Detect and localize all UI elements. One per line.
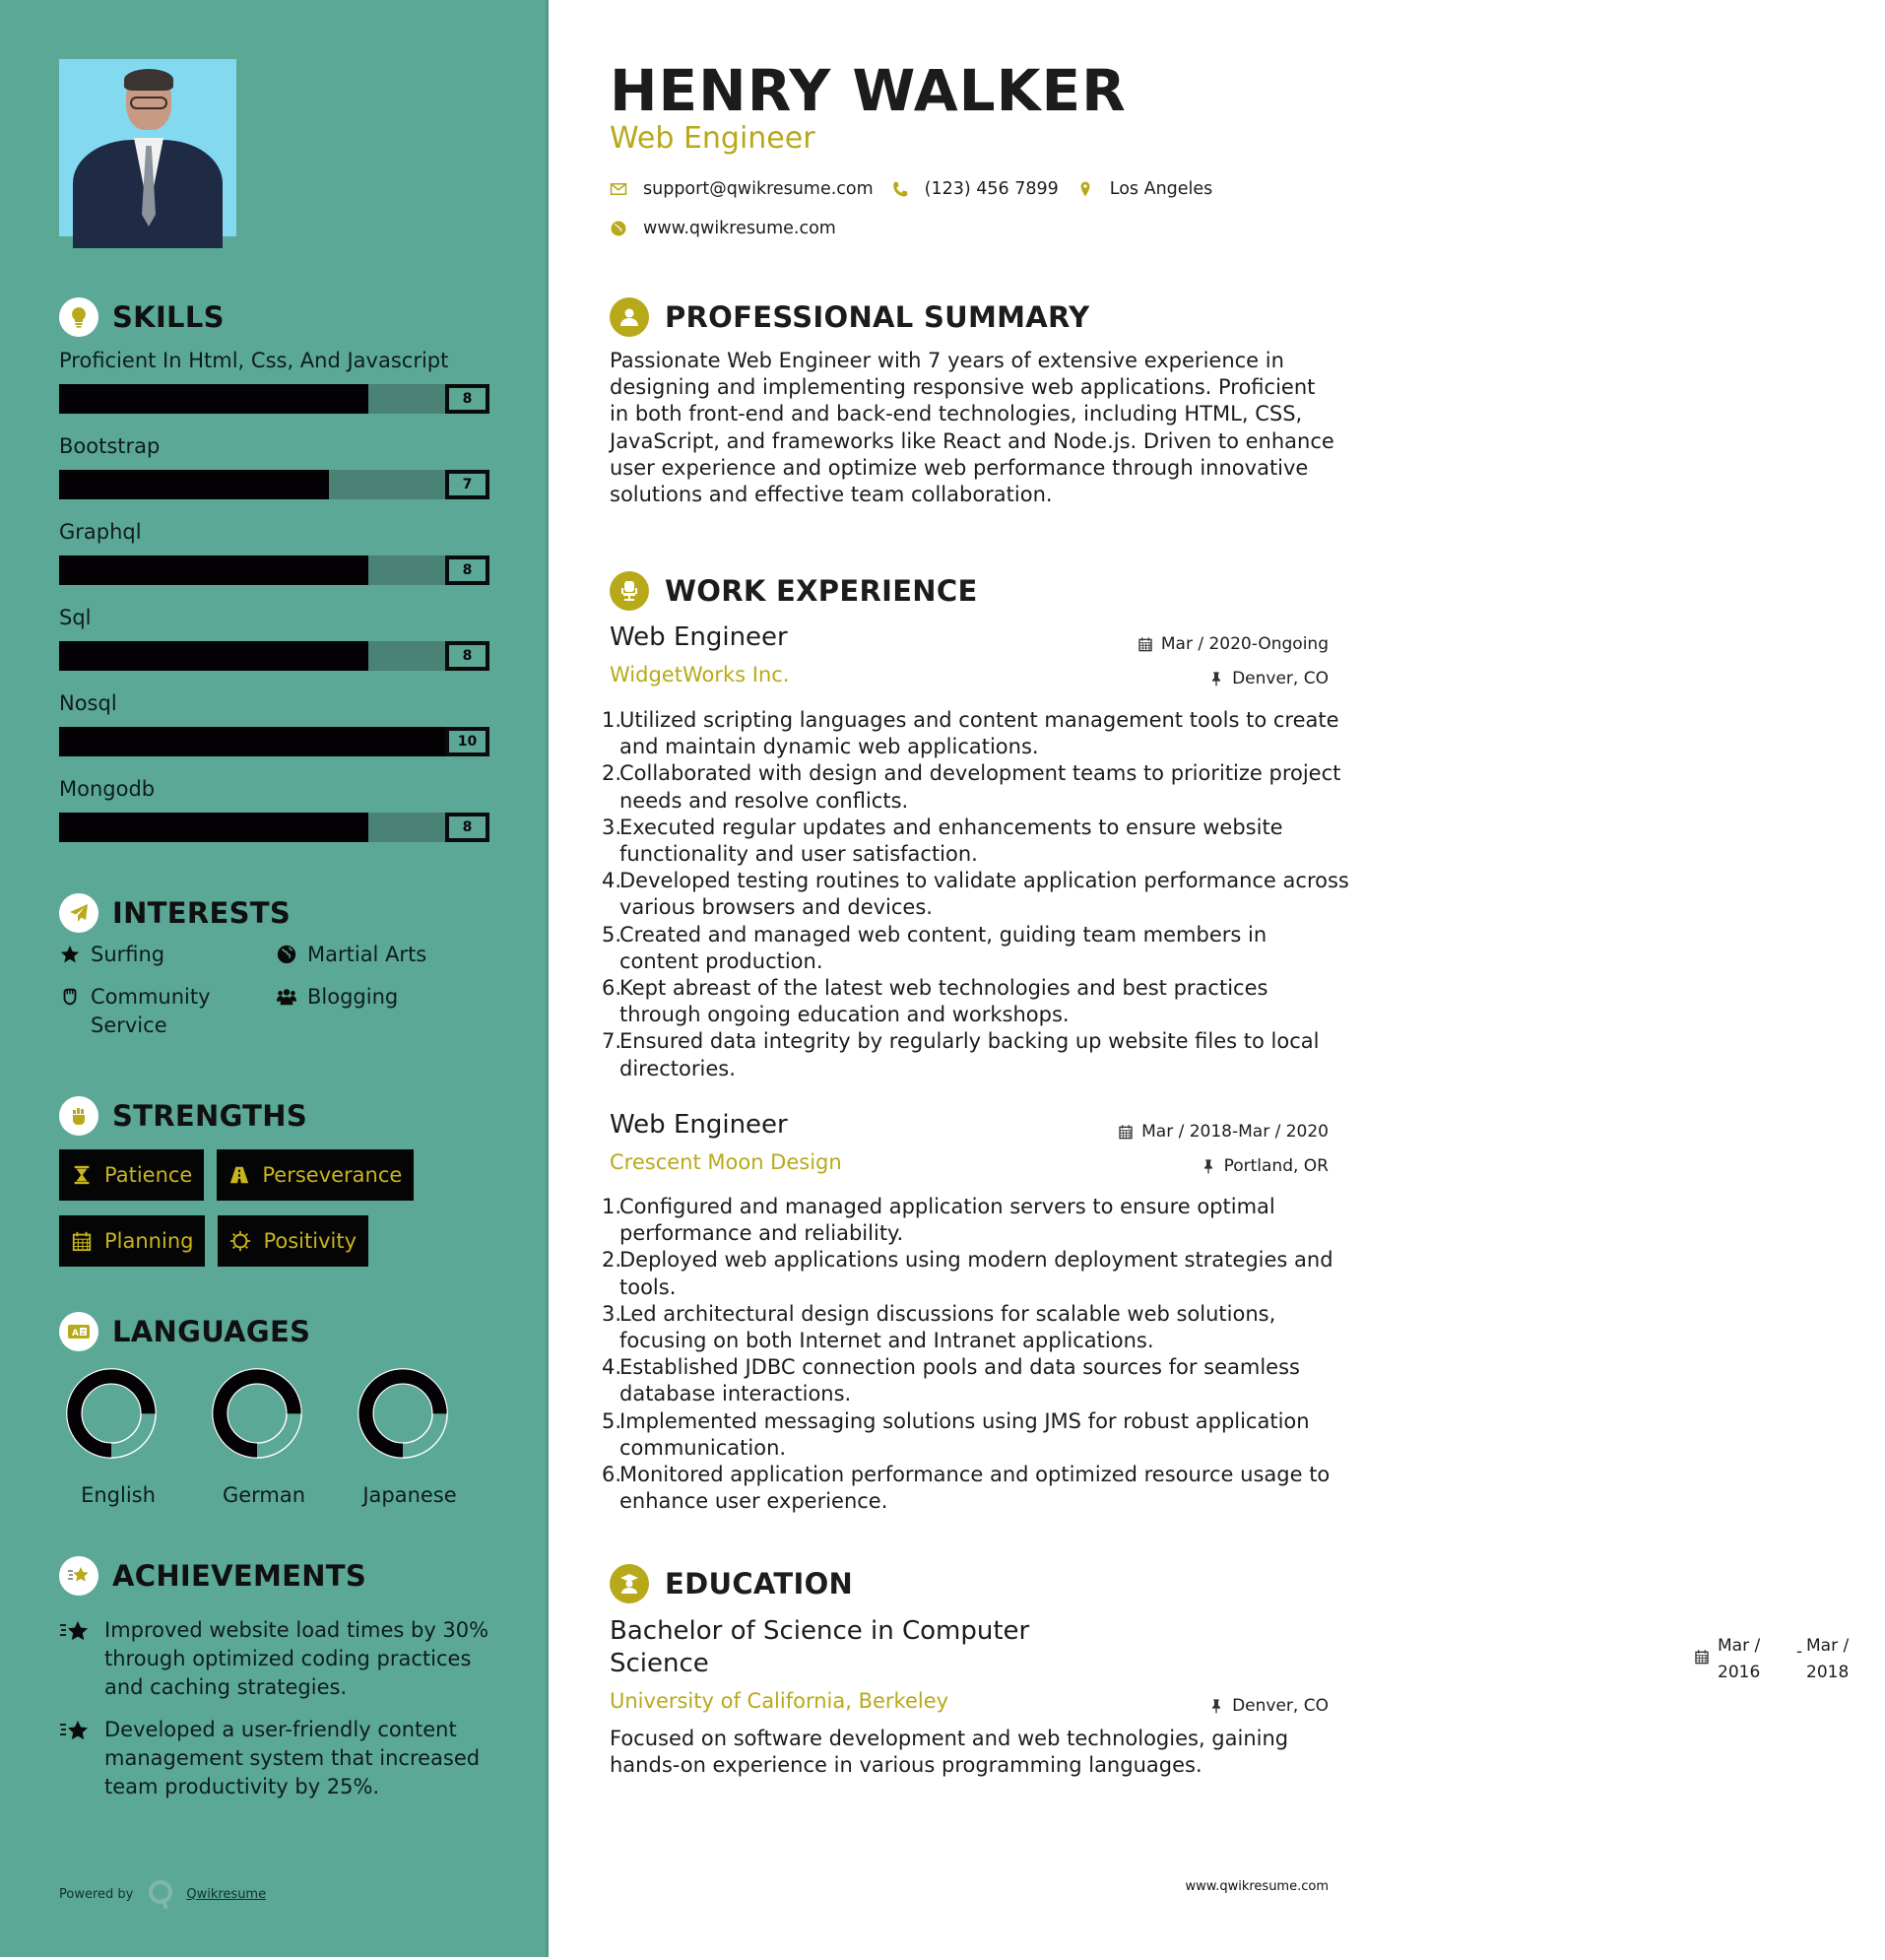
summary-heading: PROFESSIONAL SUMMARY [610,297,1089,337]
calendar-icon [1118,1124,1134,1140]
interest-item: Community Service [59,983,276,1040]
education-end: Mar / 2018 [1806,1636,1850,1682]
pushpin-icon [1208,1698,1224,1714]
website-row [610,219,836,238]
phone-icon [891,180,909,198]
calendar-icon [71,1230,93,1252]
strength-tag: Planning [59,1215,205,1267]
office-chair-icon [610,571,649,611]
achievements-heading: ACHIEVEMENTS [59,1556,366,1596]
skill-label: Graphql [59,520,142,544]
skill-bar [59,384,489,414]
bullet-item: 5. Implemented messaging solutions using JMS for robust application communication. [602,1408,1310,1460]
globe-icon [276,944,297,965]
lightbulb-icon [59,297,98,337]
skill-item [59,689,492,756]
bullet-item: 6. Monitored application performance and optimized resource usage to enhance user experience. [602,1463,1331,1514]
skill-bar-fill [59,813,368,842]
skill-item [59,347,492,414]
bullet-item: 3. Executed regular updates and enhancements to ensure website functionality and user satisfaction. [602,815,1283,867]
bullet-item: 2. Collaborated with design and development teams to prioritize project needs and resolve conflicts. [602,761,1341,813]
interest-item: Surfing [59,941,276,969]
sidebar [0,0,549,1957]
skill-label: Mongodb [59,777,156,801]
skill-value: 8 [445,384,489,414]
svg-text:Z: Z [81,1329,86,1337]
company-name: WidgetWorks Inc. [610,663,790,686]
skill-item [59,604,492,671]
strength-tag: Perseverance [217,1149,414,1201]
map-pin-icon [1076,180,1094,198]
education-description: Focused on software development and web technologies, gaining hands-on experience in various programming languages. [610,1727,1289,1778]
education-heading: EDUCATION [610,1564,853,1603]
interest-item: Martial Arts [276,941,492,969]
calendar-icon [1694,1649,1710,1665]
job-location: Portland, OR [1201,1156,1329,1176]
hourglass-icon [71,1164,93,1186]
language-donut [65,1367,158,1460]
strengths-heading: STRENGTHS [59,1096,307,1136]
bullet-item: 6. Kept abreast of the latest web technologies and best practices through ongoing education and workshops. [602,976,1268,1027]
skill-bar-fill [59,384,368,414]
school-name: University of California, Berkeley [610,1689,949,1713]
svg-text:A: A [72,1329,79,1339]
job-title: Web Engineer [610,1110,788,1140]
sun-icon [229,1230,251,1252]
experience-heading: WORK EXPERIENCE [610,571,978,611]
bullet-item: 3. Led architectural design discussions for scalable web solutions, focusing on both Internet and Intranet applications. [602,1301,1276,1353]
skill-value: 8 [445,555,489,585]
skill-bar [59,641,489,671]
main-content [549,0,1850,1960]
graduate-icon [610,1564,649,1603]
star-badge-icon [59,1556,98,1596]
translate-icon [59,1312,98,1351]
bullet-item: 2. Deployed web applications using modern deployment strategies and tools. [602,1248,1333,1299]
bullet-item: 5. Created and managed web content, guiding team members in content production. [602,922,1268,973]
language-item: Japanese [351,1367,496,1507]
achievements-list [59,1616,502,1815]
calendar-icon [1138,636,1153,652]
interest-item: Blogging [276,983,492,1040]
skill-label: Sql [59,606,92,629]
skill-value: 8 [445,813,489,842]
job-location: Denver, CO [1208,669,1329,688]
email-link[interactable]: support@qwikresume.com [643,179,874,199]
job-bullets [602,1194,1350,1515]
profile-photo [59,59,236,236]
user-icon [610,297,649,337]
skill-value: 8 [445,641,489,671]
skill-item [59,518,492,585]
bullet-item: 4. Developed testing routines to validate application performance across various browsers and devices. [602,869,1349,920]
bullet-item: 1. Utilized scripting languages and content management tools to create and maintain dynamic web applications. [602,708,1339,759]
job-dates: Mar / 2020-Ongoing [1138,634,1329,654]
company-name: Crescent Moon Design [610,1150,842,1174]
interests-heading: INTERESTS [59,893,291,933]
footer-website-link[interactable]: www.qwikresume.com [1185,1879,1329,1894]
skill-label: Bootstrap [59,434,161,458]
achievement-item: Developed a user-friendly content management system that increased team productivity by 25%. [59,1716,502,1801]
pushpin-icon [1208,671,1224,686]
languages-list [59,1367,496,1507]
strengths-tags [59,1149,512,1267]
education-start: Mar / 2016 [1718,1636,1761,1682]
bullet-item: 1. Configured and managed application servers to ensure optimal performance and reliability. [602,1195,1275,1246]
skill-value: 7 [445,470,489,499]
skill-label: Proficient In Html, Css, And Javascript [59,349,449,372]
contact-row [610,179,1212,199]
skill-label: Nosql [59,691,117,715]
bullet-item: 7. Ensured data integrity by regularly backing up website files to local directories. [602,1029,1320,1080]
website-link[interactable]: www.qwikresume.com [643,219,836,238]
skill-bar-fill [59,727,445,756]
skill-bar-fill [59,555,368,585]
language-donut [357,1367,449,1460]
education-dates: Mar / 2016 - Mar / 2018 [1694,1633,1885,1686]
location: Los Angeles [1109,179,1213,199]
skill-bar-fill [59,470,329,499]
candidate-role: Web Engineer [610,121,815,156]
star-icon [59,944,81,965]
skill-value: 10 [445,727,489,756]
users-icon [276,986,297,1008]
strength-tag: Patience [59,1149,204,1201]
job-bullets [602,707,1350,1082]
skill-bar [59,555,489,585]
strength-tag: Positivity [218,1215,368,1267]
interests-list [59,941,512,1040]
phone-number[interactable]: (123) 456 7899 [924,179,1059,199]
skill-bar-fill [59,641,368,671]
qwikresume-logo-icon [147,1877,174,1911]
job-title: Web Engineer [610,622,788,652]
hand-icon [59,986,81,1008]
road-icon [228,1164,250,1186]
language-item: English [59,1367,205,1507]
achievement-item: Improved website load times by 30% through optimized coding practices and caching strategies. [59,1616,502,1702]
skill-bar [59,470,489,499]
fist-icon [59,1096,98,1136]
paper-plane-icon [59,893,98,933]
skill-bar [59,813,489,842]
pushpin-icon [1201,1158,1216,1174]
powered-by: Powered by Qwikresume [59,1877,266,1911]
globe-icon [610,220,627,237]
skills-heading: SKILLS [59,297,225,337]
language-donut [211,1367,303,1460]
skill-item [59,775,492,842]
envelope-icon [610,180,627,198]
degree-title: Bachelor of Science in Computer Science [610,1616,1030,1678]
languages-heading: A Z LANGUAGES [59,1312,310,1351]
star-badge-icon [59,1719,91,1744]
candidate-name: HENRY WALKER [610,57,1127,124]
job-dates: Mar / 2018-Mar / 2020 [1118,1122,1329,1142]
star-badge-icon [59,1619,91,1645]
education-location: Denver, CO [1208,1696,1329,1716]
skill-item [59,432,492,499]
qwikresume-link[interactable]: Qwikresume [186,1886,267,1902]
summary-text: Passionate Web Engineer with 7 years of extensive experience in designing and implementing responsive web applications. Proficient in both front-end and back-end technologies, including HTML, CSS, JavaScript, and frameworks like React and Node.js. Driven to enhance user experience and optimize web performance through innovative solutions and effective team collaboration. [610,349,1334,507]
skill-bar [59,727,489,756]
bullet-item: 4. Established JDBC connection pools and data sources for seamless database interactions. [602,1355,1300,1406]
language-item: German [205,1367,351,1507]
